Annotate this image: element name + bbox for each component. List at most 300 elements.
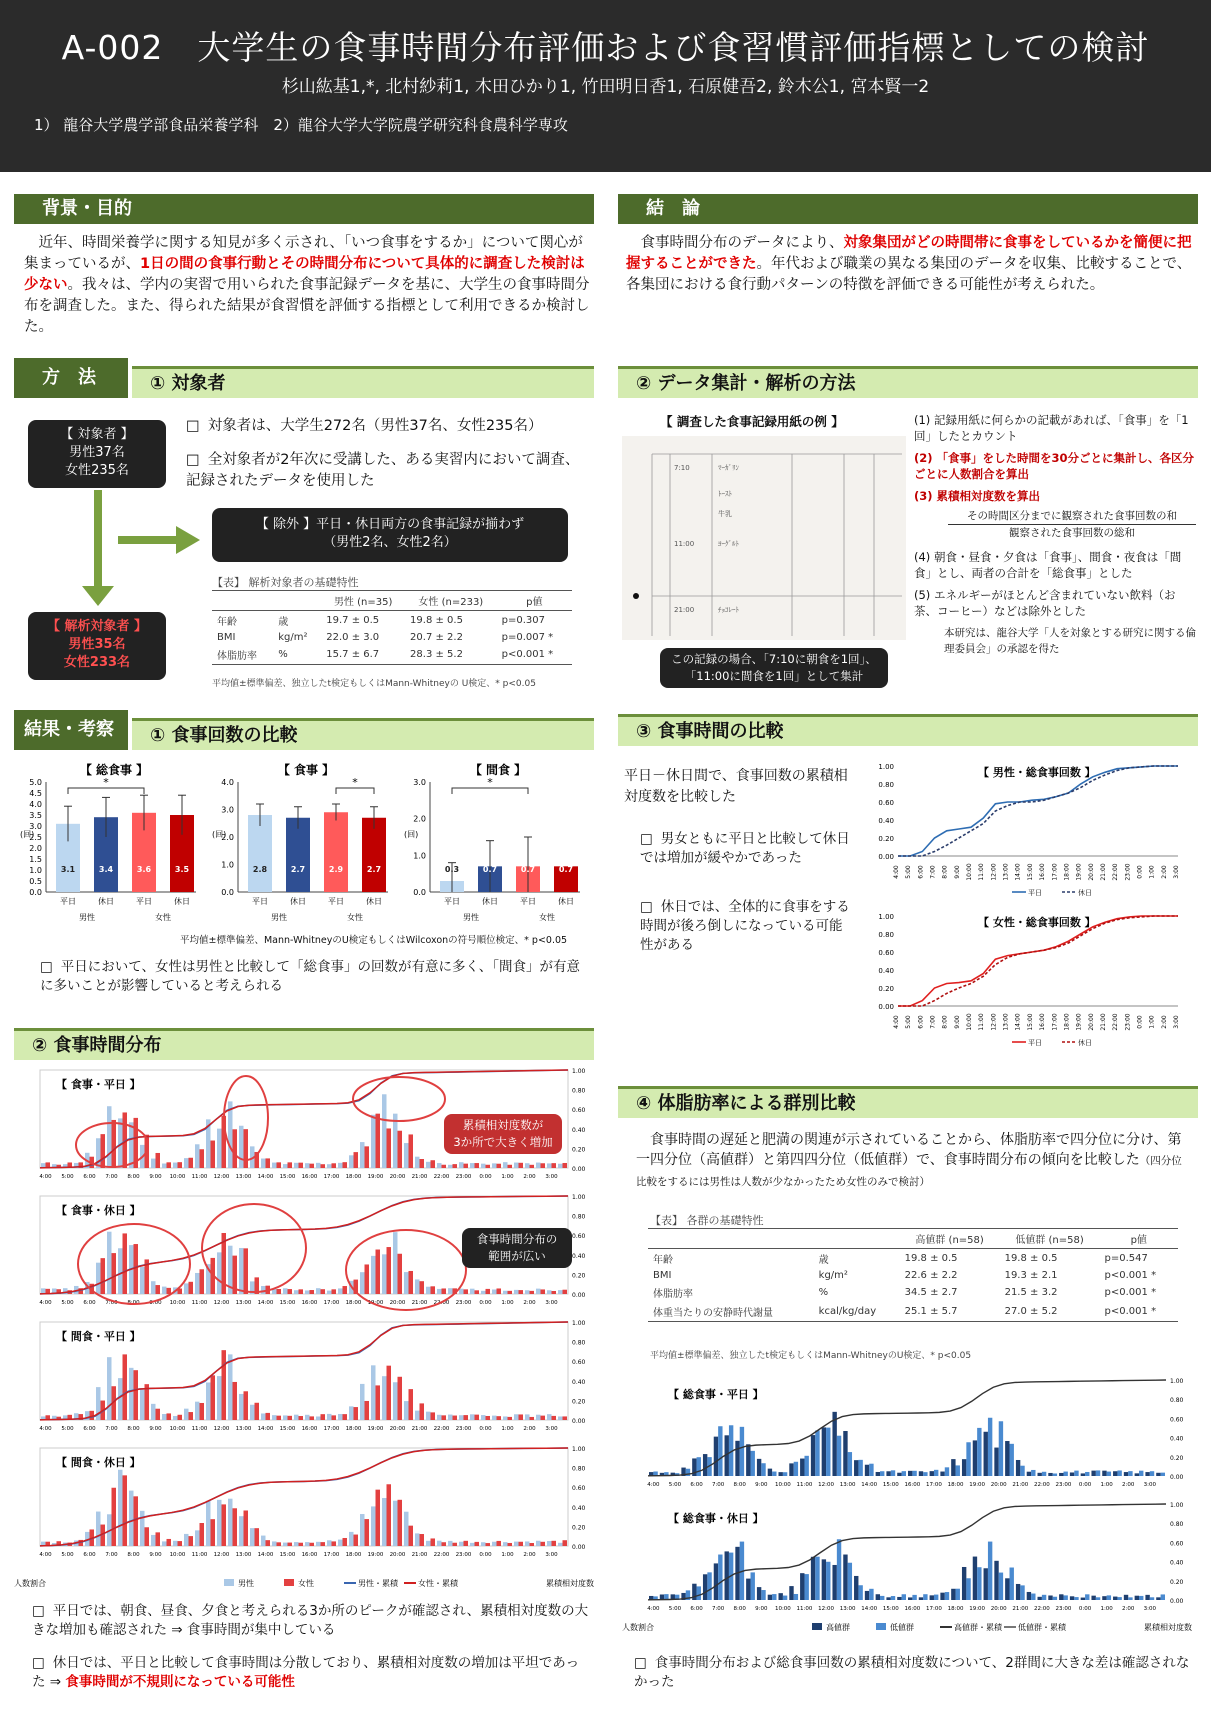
y-right-tick: 0.40: [572, 1252, 586, 1260]
bar: [514, 1290, 519, 1294]
x-tick-label: 7:00: [105, 1300, 118, 1306]
bar: [453, 1164, 458, 1168]
y-tick-label: 5.0: [29, 778, 42, 787]
table-row: [648, 1268, 1178, 1283]
bar: [1135, 1596, 1139, 1600]
bar: [184, 1158, 189, 1168]
x-tick-label: 20:00: [1087, 1013, 1095, 1031]
table-cell: 体重当たりの安静時代謝量: [653, 1308, 773, 1319]
x-tick-label: 19:00: [1075, 863, 1083, 881]
bar: [1020, 1585, 1024, 1600]
x-tick-label: 3:00: [545, 1300, 558, 1306]
legend-label: 低値群: [890, 1623, 914, 1632]
bar: [151, 1535, 156, 1546]
bar: [321, 1164, 326, 1168]
legend-label: 平日: [1028, 889, 1042, 897]
x-tick-label: 3:00: [545, 1552, 558, 1558]
bar: [448, 1288, 453, 1294]
affiliations: 1） 龍谷大学農学部食品栄養学科 2）龍谷大学大学院農学研究科食農科学専攻: [34, 116, 568, 134]
bar: [272, 1415, 277, 1420]
bar-chart: [404, 762, 580, 922]
group-label: 男性: [79, 913, 95, 922]
bar: [854, 1460, 858, 1476]
bar: [437, 1415, 442, 1420]
x-tick-label: 11:00: [191, 1300, 208, 1306]
bar: [735, 1441, 739, 1476]
bar: [697, 1586, 701, 1600]
distribution-legend: [14, 1578, 594, 1588]
x-tick-label: 18:00: [345, 1174, 362, 1180]
x-tick-label: 20:00: [389, 1174, 406, 1180]
x-tick-label: 6:00: [83, 1426, 96, 1432]
x-tick-label: 11:00: [191, 1552, 208, 1558]
chart-title: 【 食事・平日 】: [56, 1078, 141, 1091]
bar: [349, 1532, 354, 1546]
bar: [442, 1542, 447, 1546]
y-tick-label: 0.60: [878, 799, 894, 807]
x-tick-label: 1:00: [1100, 1606, 1113, 1612]
bar: [994, 1448, 998, 1476]
bar: [1096, 1470, 1100, 1476]
bar: [156, 1409, 161, 1420]
table-cell: kg/m²: [818, 1270, 848, 1281]
x-tick-label: 6:00: [917, 1015, 925, 1029]
y-tick-label: 0.80: [878, 781, 894, 789]
y-tick-label: 1.5: [29, 855, 42, 864]
bar: [718, 1555, 722, 1600]
y-tick-label: 0.20: [878, 835, 894, 843]
bar: [966, 1578, 970, 1600]
y-tick-label: 0.00: [878, 1003, 894, 1011]
x-tick-label: 6:00: [917, 865, 925, 879]
exclusion-line-1: 【 除外 】平日・休日両方の食事記録が揃わず: [255, 517, 525, 532]
bar-value-label: 3.1: [60, 865, 76, 874]
x-tick-label: 22:00: [433, 1552, 450, 1558]
bar: [1128, 1471, 1132, 1476]
y-right-tick: 0.80: [1170, 1521, 1184, 1529]
significance-marker: *: [352, 776, 358, 789]
bar: [530, 1543, 535, 1546]
bar: [563, 1416, 568, 1420]
bar: [751, 1451, 755, 1476]
record-note-line-1: この記録の場合、「7:10に朝食を1回」、: [671, 652, 877, 666]
x-tick-label: 5:00: [668, 1482, 682, 1488]
table-header-cell: 男性 (n=35): [321, 591, 405, 611]
bar: [956, 1465, 960, 1476]
bar: [497, 1541, 502, 1546]
x-tick-label: 23:00: [1124, 863, 1132, 881]
table-cell: p=0.007 *: [501, 632, 554, 643]
bar: [525, 1163, 530, 1168]
y-right-tick: 1.00: [572, 1320, 586, 1327]
bar: [250, 1405, 255, 1420]
bar-value-label: 3.6: [136, 865, 152, 874]
bar: [1117, 1470, 1121, 1476]
bar: [299, 1289, 304, 1294]
x-tick-label: 11:00: [978, 1013, 986, 1031]
x-tick-label: 6:00: [83, 1300, 96, 1306]
bar: [1145, 1472, 1149, 1476]
svg-text:牛乳: 牛乳: [718, 510, 732, 518]
bar: [321, 1289, 326, 1294]
bar: [459, 1415, 464, 1420]
bar: [404, 1401, 409, 1420]
bar: [481, 1542, 486, 1546]
bar: [1135, 1473, 1139, 1476]
bar: [248, 815, 272, 892]
bar: [962, 1567, 966, 1600]
x-tick-label: 15:00: [279, 1174, 296, 1180]
bar: [1161, 1594, 1165, 1600]
bar: [415, 1279, 420, 1294]
bar-value-label: 3.5: [174, 865, 190, 874]
x-tick-label: 8:00: [941, 865, 949, 879]
bar: [962, 1459, 966, 1476]
table-header-cell: [648, 1229, 814, 1249]
bar: [189, 1536, 194, 1546]
x-tick-label: 5:00: [61, 1174, 74, 1180]
bar: [508, 1543, 513, 1546]
bar: [1128, 1597, 1132, 1600]
x-tick-label: 休日: [290, 897, 306, 906]
bar: [184, 1409, 189, 1420]
bar-value-label: 0.7: [558, 865, 574, 874]
bar: [1085, 1472, 1089, 1476]
bar: [1005, 1578, 1009, 1600]
bar: [332, 1163, 337, 1168]
bar: [239, 1248, 244, 1294]
step-4: (4) 朝食・昼食・夕食は「食事」、間食・夜食は「間食」とし、両者の合計を「総食事」とした: [914, 550, 1182, 580]
x-tick-label: 13:00: [1002, 863, 1010, 881]
bar: [382, 1094, 387, 1168]
bar: [228, 1354, 233, 1420]
bar: [822, 1427, 826, 1476]
bar: [800, 1459, 804, 1476]
bar: [558, 1543, 563, 1546]
bar: [1150, 1471, 1154, 1476]
bar: [897, 1597, 901, 1600]
table-row: [212, 611, 572, 631]
y-right-tick: 0.60: [1170, 1540, 1184, 1548]
bar: [536, 1289, 541, 1294]
table-cell: kcal/kg/day: [818, 1306, 877, 1317]
x-tick-label: 0:00: [1136, 1015, 1144, 1029]
bar: [481, 1164, 486, 1168]
x-tick-label: 平日: [252, 897, 268, 906]
x-tick-label: 9:00: [755, 1482, 768, 1488]
bar: [1005, 1441, 1009, 1476]
legend-label: 休日: [1078, 889, 1092, 897]
bar: [908, 1597, 912, 1600]
bar: [988, 1542, 992, 1600]
bar: [475, 1163, 480, 1168]
bar: [250, 1528, 255, 1546]
bar: [431, 1286, 436, 1294]
bar: [464, 1415, 469, 1420]
y-right-tick: 0.20: [1170, 1578, 1184, 1586]
bar: [360, 1142, 365, 1168]
bodyfat-text: [636, 1130, 1190, 1192]
subjects-box: [28, 420, 166, 488]
bar: [266, 1540, 271, 1546]
y-tick-label: 1.00: [878, 763, 894, 771]
bar: [140, 1389, 145, 1420]
table-header-cell: 低値群 (n=58): [1000, 1229, 1100, 1249]
bar: [751, 1572, 755, 1600]
bar: [492, 1542, 497, 1546]
bar: [1031, 1470, 1035, 1476]
svg-text:ﾁｮｺﾚｰﾄ: ﾁｮｺﾚｰﾄ: [718, 606, 739, 614]
table-cell: 19.8 ± 0.5: [410, 615, 463, 626]
bar: [294, 1415, 299, 1420]
bar: [1059, 1594, 1063, 1600]
bar: [277, 1289, 282, 1294]
bar: [310, 1164, 315, 1168]
bar: [112, 1120, 117, 1168]
bodyfat-table-caption: 【表】 各群の基礎特性: [650, 1214, 764, 1227]
bar: [826, 1562, 830, 1600]
x-tick-label: 17:00: [323, 1300, 340, 1306]
subject-table-caption: 【表】 解析対象者の基礎特性: [212, 576, 359, 589]
bar: [984, 1432, 988, 1476]
bar: [1010, 1444, 1014, 1476]
bar: [277, 1162, 282, 1168]
finding-2b-text: □ 休日では、平日と比較して食事時間は分散しており、累積相対度数の増加は平坦であった ⇒: [32, 1655, 579, 1690]
bar: [327, 1291, 332, 1294]
methods-heading-row: [14, 358, 594, 398]
bar: [299, 1416, 304, 1420]
bar: [409, 1389, 414, 1420]
table-row: [648, 1302, 1178, 1322]
x-tick-label: 12:00: [990, 1013, 998, 1031]
bar: [305, 1163, 310, 1168]
table-cell: 22.6 ± 2.2: [904, 1270, 958, 1281]
bar: [486, 1543, 491, 1546]
bar: [393, 1382, 398, 1420]
chart-title: 【 間食・平日 】: [56, 1330, 141, 1343]
bar-value-label: 2.9: [328, 865, 344, 874]
bar: [563, 1540, 568, 1546]
x-tick-label: 2:00: [1160, 1015, 1168, 1029]
method2-steps: [914, 412, 1196, 657]
x-tick-label: 19:00: [1075, 1013, 1083, 1031]
bar: [118, 1248, 123, 1294]
bar: [815, 1430, 819, 1476]
bar: [316, 1416, 321, 1420]
bar: [332, 1541, 337, 1546]
bar: [951, 1459, 955, 1476]
y-right-tick: 1.00: [1170, 1378, 1184, 1385]
x-tick-label: 21:00: [1012, 1606, 1029, 1612]
y-right-tick: 0.60: [1170, 1416, 1184, 1424]
bar: [475, 1290, 480, 1294]
table-header-cell: 高値群 (n=58): [900, 1229, 1000, 1249]
bar: [294, 1290, 299, 1294]
bar: [448, 1165, 453, 1168]
x-tick-label: 休日: [558, 897, 574, 906]
bar: [1031, 1594, 1035, 1600]
bar: [371, 1506, 376, 1546]
bar: [217, 1129, 222, 1168]
bar: [1139, 1596, 1143, 1600]
x-tick-label: 14:00: [1014, 863, 1022, 881]
svg-text:ﾄｰｽﾄ: ﾄｰｽﾄ: [718, 490, 732, 498]
x-tick-label: 4:00: [647, 1482, 660, 1488]
bar: [145, 1527, 150, 1546]
bar: [343, 1414, 348, 1420]
x-tick-label: 3:00: [1173, 865, 1180, 879]
y-right-tick: 0.00: [1170, 1598, 1184, 1605]
bar: [746, 1444, 750, 1476]
bar: [1016, 1584, 1020, 1600]
bar: [184, 1534, 189, 1546]
x-tick-label: 22:00: [433, 1174, 450, 1180]
y-right-tick: 0.20: [572, 1398, 586, 1406]
bar: [541, 1416, 546, 1420]
bar: [173, 1163, 178, 1168]
bar: [415, 1157, 420, 1168]
y-tick-label: 1.0: [413, 851, 426, 861]
bar-chart: [212, 762, 388, 922]
y-right-tick: 0.80: [1170, 1397, 1184, 1405]
results-sub-count: ① 食事回数の比較: [132, 718, 594, 750]
legend-label: 男性・累積: [358, 1579, 398, 1588]
bar: [299, 1543, 304, 1546]
subjects-box-female: 女性235名: [65, 463, 129, 478]
table-cell: 体脂肪率: [653, 1289, 693, 1300]
y-tick-label: 2.0: [413, 814, 426, 824]
bar: [470, 1163, 475, 1168]
bar: [757, 1459, 761, 1476]
x-tick-label: 平日: [328, 897, 344, 906]
y-tick-label: 4.0: [221, 778, 234, 787]
x-tick-label: 15:00: [1026, 1013, 1034, 1031]
bar: [189, 1282, 194, 1294]
x-tick-label: 20:00: [389, 1426, 406, 1432]
bar: [327, 1540, 332, 1546]
x-tick-label: 10:00: [169, 1552, 186, 1558]
y-right-label: 累積相対度数: [1144, 1623, 1192, 1632]
x-tick-label: 12:00: [213, 1300, 230, 1306]
bar: [277, 1542, 282, 1546]
legend-label: 低値群・累積: [1018, 1623, 1066, 1632]
x-tick-label: 7:00: [105, 1174, 118, 1180]
x-tick-label: 11:00: [978, 863, 986, 881]
bar: [327, 1414, 332, 1420]
bar: [360, 1272, 365, 1294]
y-right-tick: 0.40: [572, 1126, 586, 1134]
y-right-tick: 1.00: [572, 1446, 586, 1453]
y-right-tick: 0.20: [572, 1146, 586, 1154]
bar: [1117, 1597, 1121, 1600]
section-heading-results: 結果・考察: [14, 710, 128, 750]
table-cell: p=0.307: [501, 615, 545, 626]
x-tick-label: 23:00: [455, 1552, 472, 1558]
bar: [415, 1533, 420, 1546]
x-tick-label: 8:00: [127, 1552, 140, 1558]
bar: [332, 1289, 337, 1294]
bar: [973, 1557, 977, 1600]
svg-text:ﾖｰｸﾞﾙﾄ: ﾖｰｸﾞﾙﾄ: [718, 540, 739, 548]
x-tick-label: 14:00: [257, 1174, 274, 1180]
bar: [525, 1414, 530, 1420]
compare-bullet-2: □ 休日では、全体的に食事をする時間が後ろ倒しになっている可能性がある: [640, 898, 854, 955]
bar: [349, 1406, 354, 1420]
bar: [854, 1576, 858, 1600]
finding-2a: □ 平日では、朝食、昼食、夕食と考えられる3か所のピークが確認され、累積相対度数の大きな増加も確認された ⇒ 食事時間が集中している: [32, 1602, 592, 1640]
x-tick-label: 9:00: [953, 1015, 961, 1029]
table-cell: 25.1 ± 5.7: [904, 1306, 958, 1317]
bar: [703, 1454, 707, 1476]
bar: [129, 1368, 134, 1420]
bar: [239, 1394, 244, 1420]
bar: [316, 1542, 321, 1546]
bar: [563, 1290, 568, 1294]
bar: [966, 1442, 970, 1476]
bar: [547, 1163, 552, 1168]
bar: [1081, 1473, 1085, 1476]
x-tick-label: 15:00: [882, 1482, 899, 1488]
finding-2b: [32, 1654, 592, 1692]
bar: [189, 1412, 194, 1420]
bar: [547, 1541, 552, 1546]
conclusion-text-1: 食事時間分布のデータにより、: [640, 235, 844, 251]
bar: [470, 1289, 475, 1294]
bar-value-label: 2.7: [366, 865, 382, 874]
x-tick-label: 4:00: [39, 1174, 52, 1180]
y-right-tick: 0.40: [572, 1504, 586, 1512]
bar: [541, 1542, 546, 1546]
subjects-box-male: 男性37名: [69, 445, 125, 460]
group-label: 男性: [463, 913, 479, 922]
bar: [503, 1416, 508, 1420]
bar: [481, 1415, 486, 1420]
bar: [1156, 1473, 1160, 1476]
table-cell: 21.5 ± 3.2: [1004, 1287, 1058, 1298]
bodyfat-table: [648, 1228, 1178, 1322]
methods-sub-subjects: ① 対象者: [132, 366, 594, 398]
bar: [826, 1428, 830, 1476]
x-tick-label: 5:00: [61, 1426, 74, 1432]
table-cell: 20.7 ± 2.2: [410, 632, 463, 643]
bar: [832, 1565, 836, 1600]
bar: [206, 1382, 211, 1420]
table-cell: 歳: [278, 617, 289, 628]
y-axis-label: (回): [212, 830, 227, 839]
svg-text:7:10: 7:10: [674, 464, 690, 472]
x-tick-label: 7:00: [711, 1482, 725, 1488]
table-row: [212, 645, 572, 665]
callout-1-line-1: 累積相対度数が: [462, 1118, 544, 1132]
bar: [431, 1160, 436, 1168]
bar-chart-title: 【 食事 】: [277, 763, 335, 777]
bar: [321, 1414, 326, 1420]
bar: [804, 1574, 808, 1600]
bar: [519, 1290, 524, 1294]
x-tick-label: 16:00: [1039, 863, 1047, 881]
x-tick-label: 10:00: [169, 1426, 186, 1432]
bar: [843, 1555, 847, 1600]
bar-value-label: 0.3: [444, 865, 460, 874]
bar: [869, 1464, 873, 1476]
x-tick-label: 1:00: [1148, 1015, 1156, 1029]
bar: [800, 1573, 804, 1600]
bar: [530, 1165, 535, 1168]
bar: [1042, 1472, 1046, 1476]
bar: [134, 1370, 139, 1420]
x-tick-label: 15:00: [279, 1426, 296, 1432]
bar: [140, 1511, 145, 1546]
